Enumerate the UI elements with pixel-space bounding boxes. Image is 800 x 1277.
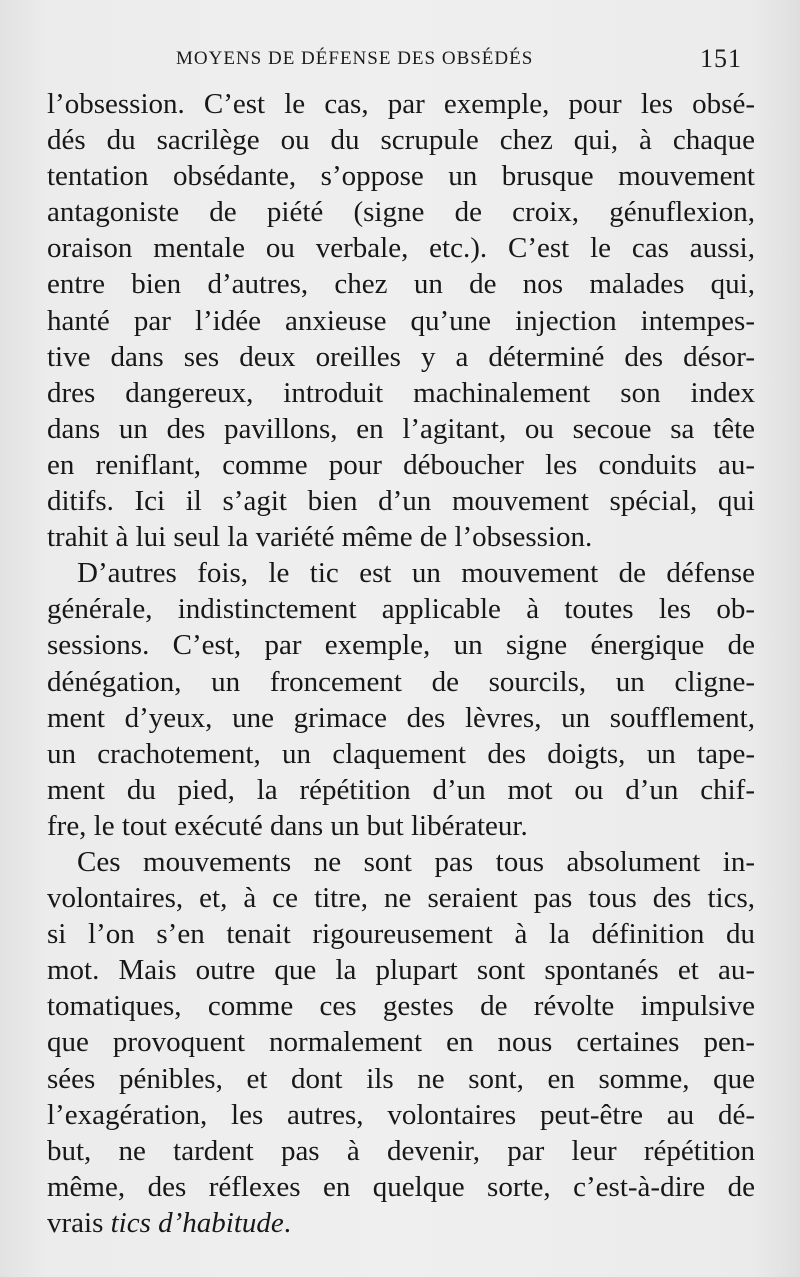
text-line: volontaires, et, à ce titre, ne seraient pas tous des tics,	[47, 882, 755, 915]
text-line: ment d’yeux, une grimace des lèvres, un soufflement,	[47, 701, 755, 734]
text-line: ment du pied, la répétition d’un mot ou d’un chif-	[47, 773, 755, 806]
text-line: sées pénibles, et dont ils ne sont, en somme, que	[47, 1062, 755, 1095]
body-text	[47, 86, 755, 1241]
page-header	[0, 44, 800, 74]
paragraph-2	[47, 555, 755, 844]
text-line: oraison mentale ou verbale, etc.). C’est le cas aussi,	[47, 232, 755, 265]
text-line: dans un des pavillons, en l’agitant, ou secoue sa tête	[47, 412, 755, 445]
text-line: dés du sacrilège ou du scrupule chez qui, à chaque	[47, 124, 755, 157]
final-line	[47, 1205, 755, 1241]
text-line: générale, indistinctement applicable à toutes les ob-	[47, 593, 755, 626]
text-line: antagoniste de piété (signe de croix, génuflexion,	[47, 196, 755, 229]
text-line: que provoquent normalement en nous certaines pen-	[47, 1026, 755, 1059]
text-line: hanté par l’idée anxieuse qu’une injection intempes-	[47, 304, 755, 337]
text-line: dres dangereux, introduit machinalement son index	[47, 376, 755, 409]
text-line: but, ne tardent pas à devenir, par leur répétition	[47, 1134, 755, 1167]
text-line: un crachotement, un claquement des doigts, un tape-	[47, 737, 755, 770]
text-line: trahit à lui seul la variété même de l’obsession.	[47, 521, 593, 554]
text-line: D’autres fois, le tic est un mouvement de défense	[77, 557, 755, 590]
text-line: Ces mouvements ne sont pas tous absolument in-	[77, 845, 755, 878]
final-line-prefix: vrais	[47, 1206, 111, 1239]
text-line: si l’on s’en tenait rigoureusement à la définition du	[47, 918, 755, 951]
text-line: ditifs. Ici il s’agit bien d’un mouvement spécial, qui	[47, 485, 755, 518]
running-head: MOYENS DE DÉFENSE DES OBSÉDÉS	[176, 48, 534, 69]
italic-term: tics d’habitude	[110, 1206, 284, 1239]
text-line: en reniflant, comme pour déboucher les conduits au-	[47, 448, 755, 481]
text-line: tive dans ses deux oreilles y a déterminé des désor-	[47, 340, 755, 373]
text-line: l’obsession. C’est le cas, par exemple, pour les obsé-	[47, 88, 755, 120]
final-line-suffix: .	[283, 1206, 292, 1239]
text-line: l’exagération, les autres, volontaires peut-être au dé-	[47, 1098, 755, 1131]
text-line: sessions. C’est, par exemple, un signe énergique de	[47, 629, 755, 662]
paragraph-3	[47, 844, 755, 1241]
paragraph-1	[47, 86, 755, 555]
text-line: même, des réflexes en quelque sorte, c’est-à-dire de	[47, 1170, 755, 1203]
text-line: fre, le tout exécuté dans un but libérateur.	[47, 809, 528, 842]
text-line: entre bien d’autres, chez un de nos malades qui,	[47, 268, 755, 301]
text-line: tomatiques, comme ces gestes de révolte impulsive	[47, 990, 755, 1023]
text-line: dénégation, un froncement de sourcils, un cligne-	[47, 665, 755, 698]
page-number: 151	[700, 44, 742, 73]
text-line: mot. Mais outre que la plupart sont spontanés et au-	[47, 954, 755, 987]
text-line: tentation obsédante, s’oppose un brusque mouvement	[47, 160, 755, 193]
